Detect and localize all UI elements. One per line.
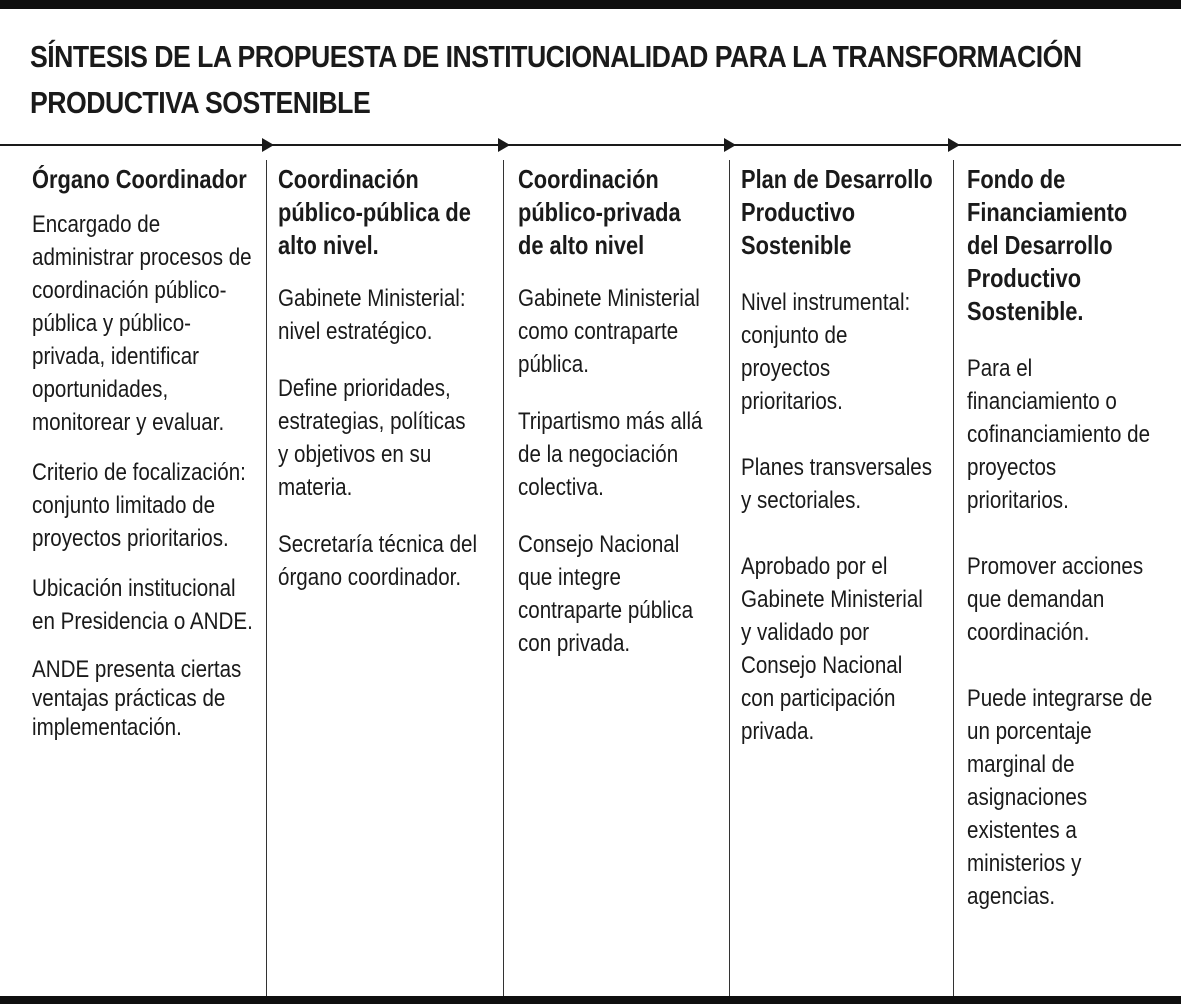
column-divider-4 [953,160,954,996]
column-item: Consejo Nacional que integre contraparte pública con privada. [518,531,694,657]
column-item: ANDE presenta ciertas ventajas prácticas de implementación. [32,656,242,741]
column-title: Órgano Coordinador [32,164,247,194]
column-fondo-financiamiento [967,163,1167,913]
flow-arrow-4 [948,138,960,152]
column-item: Tripartismo más allá de la negociación colectiva. [518,408,703,501]
column-item: Encargado de administrar procesos de coordinación público-pública y público-privada, identificar oportunidades, monitorear y evaluar. [32,211,252,436]
column-coordinacion-publico-privada [518,163,723,660]
column-title: Coordinación público-privada de alto nivel [518,164,681,260]
column-item: Promover acciones que demandan coordinación. [967,553,1144,646]
column-item: Gabinete Ministerial: nivel estratégico. [278,285,466,345]
column-item: Nivel instrumental: conjunto de proyectos prioritarios. [741,289,911,415]
column-divider-2 [503,160,504,996]
column-item: Planes transversales y sectoriales. [741,454,933,514]
flow-line [0,144,1181,146]
column-organo-coordinador [32,163,262,742]
column-divider-1 [266,160,267,996]
flow-arrow-2 [498,138,510,152]
column-title: Plan de Desarrollo Productivo Sostenible [741,164,933,260]
column-title: Fondo de Financiamiento del Desarrollo Productivo Sostenible. [967,164,1128,326]
column-title: Coordinación público-pública de alto nivel. [278,164,471,260]
column-divider-3 [729,160,730,996]
column-plan-desarrollo [741,163,946,748]
column-item: Define prioridades, estrategias, políticas y objetivos en su materia. [278,375,466,501]
column-item: Ubicación institucional en Presidencia o ANDE. [32,575,253,635]
column-item: Aprobado por el Gabinete Ministerial y validado por Consejo Nacional con participación privada. [741,553,923,745]
column-item: Secretaría técnica del órgano coordinador. [278,531,478,591]
bottom-border-bar [0,996,1181,1004]
column-item: Puede integrarse de un porcentaje marginal de asignaciones existentes a ministerios y agencias. [967,685,1153,910]
flow-arrow-3 [724,138,736,152]
column-item: Gabinete Ministerial como contraparte pública. [518,285,700,378]
top-border-bar [0,0,1181,9]
flow-arrow-1 [262,138,274,152]
column-item: Para el financiamiento o cofinanciamiento de proyectos prioritarios. [967,355,1151,514]
diagram-title: SÍNTESIS DE LA PROPUESTA DE INSTITUCIONALIDAD PARA LA TRANSFORMACIÓN PRODUCTIVA SOSTENIBLE [30,39,1082,120]
column-item: Criterio de focalización: conjunto limitado de proyectos prioritarios. [32,459,246,552]
column-coordinacion-publico-publica [278,163,498,594]
